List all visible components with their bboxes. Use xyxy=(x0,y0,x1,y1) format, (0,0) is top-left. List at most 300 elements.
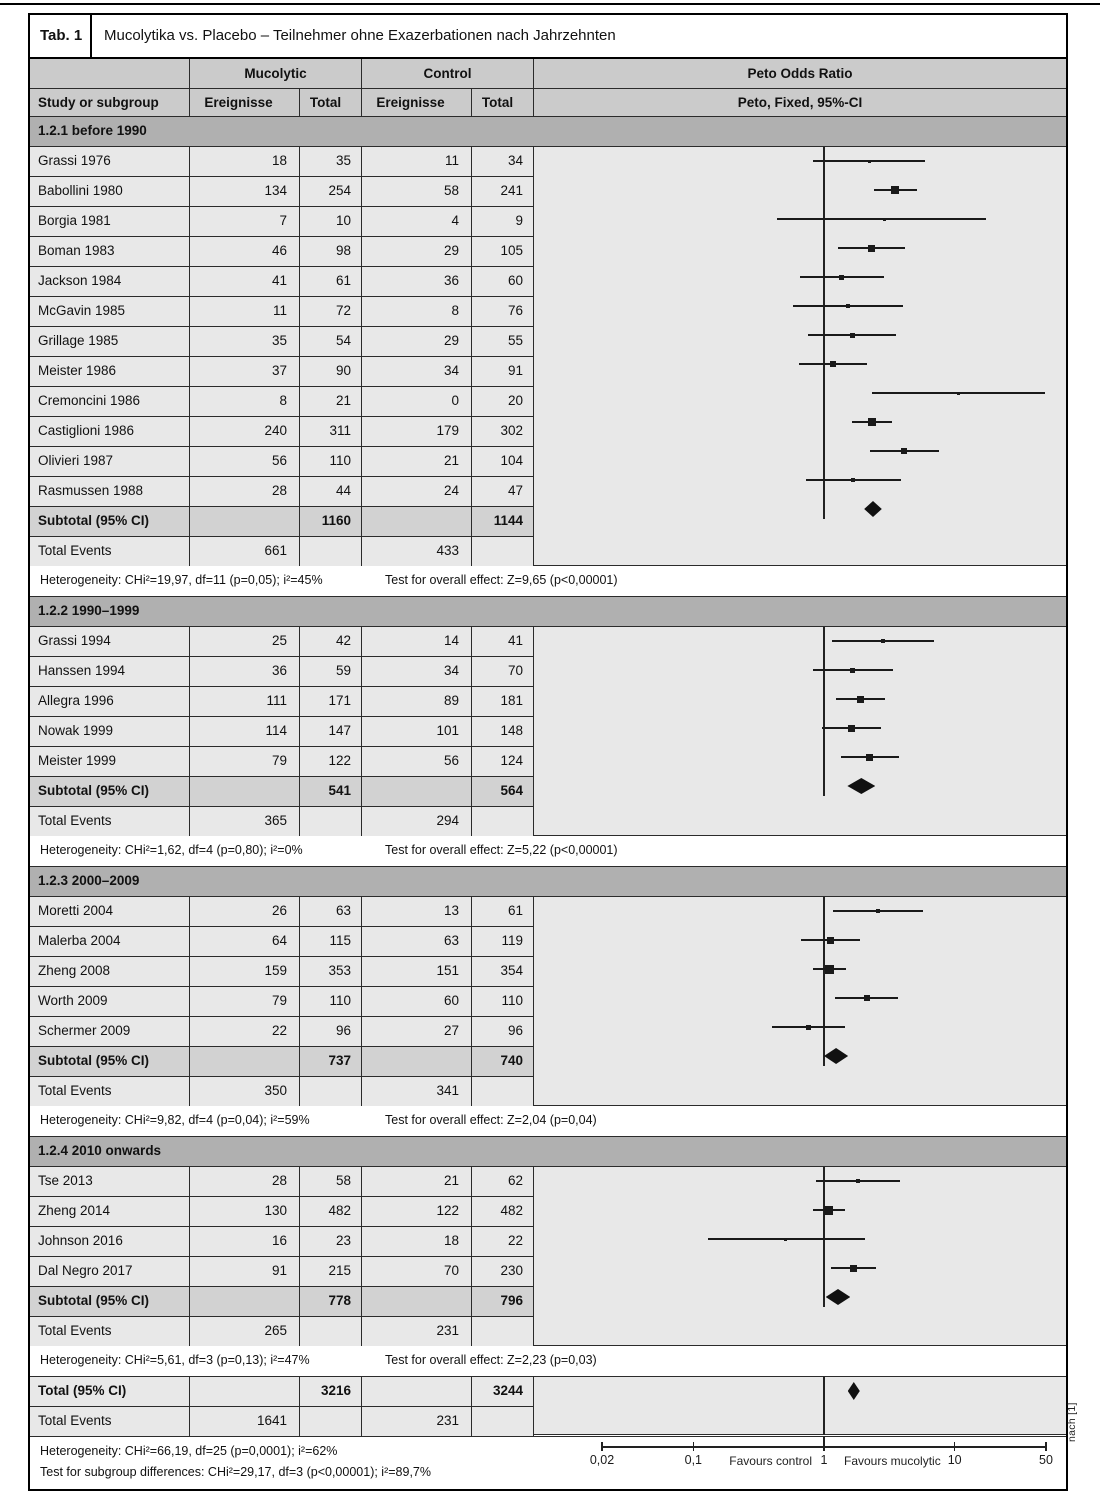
favours-control-label: Favours control xyxy=(729,1454,812,1468)
table-footer xyxy=(30,1437,1066,1489)
cell-c4: 151 xyxy=(362,957,472,986)
table-title: Mucolytika vs. Placebo – Teilnehmer ohne Exazerbationen nach Jahrzehnten xyxy=(104,27,616,44)
study-row xyxy=(30,267,534,297)
cell-c1: Total Events xyxy=(30,537,190,566)
cell-c1: Dal Negro 2017 xyxy=(30,1257,190,1286)
cell-c1: Schermer 2009 xyxy=(30,1017,190,1046)
cell-c2: 130 xyxy=(190,1197,300,1226)
subgroup-rows xyxy=(30,627,534,836)
cell-c3: 147 xyxy=(300,717,362,746)
or-marker xyxy=(824,1206,833,1215)
cell-c1: Subtotal (95% CI) xyxy=(30,1287,190,1316)
cell-c2: 1641 xyxy=(190,1407,300,1436)
total-row xyxy=(30,1377,534,1407)
cell-c1: Zheng 2014 xyxy=(30,1197,190,1226)
cell-c1: Grillage 1985 xyxy=(30,327,190,356)
cell-c4 xyxy=(362,1377,472,1406)
cell-c5: 60 xyxy=(472,267,534,296)
cell-c5: 482 xyxy=(472,1197,534,1226)
cell-c4: 8 xyxy=(362,297,472,326)
cell-c4: 89 xyxy=(362,687,472,716)
cell-c3: 44 xyxy=(300,477,362,506)
or-marker xyxy=(891,186,899,194)
cell-c5: 241 xyxy=(472,177,534,206)
cell-c1: Total Events xyxy=(30,1407,190,1436)
forest-panel xyxy=(534,897,1066,1106)
cell-c2: 46 xyxy=(190,237,300,266)
axis-tick-label: 0,02 xyxy=(589,1453,615,1467)
cell-c1: Grassi 1994 xyxy=(30,627,190,656)
total-block xyxy=(30,1377,1066,1437)
or-marker xyxy=(864,995,870,1001)
cell-c2: 114 xyxy=(190,717,300,746)
cell-c5 xyxy=(472,1407,534,1436)
cell-c2: 41 xyxy=(190,267,300,296)
subgroup-body xyxy=(30,627,1066,836)
study-row xyxy=(30,207,534,237)
cell-c4: 63 xyxy=(362,927,472,956)
overall-effect-text: Test for overall effect: Z=2,23 (p=0,03) xyxy=(385,1353,597,1367)
heterogeneity-row xyxy=(30,1346,1066,1377)
cell-c3: 58 xyxy=(300,1167,362,1196)
subtotal-row xyxy=(30,1047,534,1077)
cell-c4: 294 xyxy=(362,807,472,836)
cell-c4: 24 xyxy=(362,477,472,506)
cell-c3: 96 xyxy=(300,1017,362,1046)
cell-c2: 36 xyxy=(190,657,300,686)
cell-c4: 122 xyxy=(362,1197,472,1226)
cell-c1: Castiglioni 1986 xyxy=(30,417,190,446)
cell-c3: 3216 xyxy=(300,1377,362,1406)
cell-c2: 79 xyxy=(190,747,300,776)
cell-c4: 36 xyxy=(362,267,472,296)
cell-c4: 101 xyxy=(362,717,472,746)
cell-c3: 110 xyxy=(300,447,362,476)
study-row xyxy=(30,1017,534,1047)
cell-c1: Meister 1999 xyxy=(30,747,190,776)
cell-c2: 91 xyxy=(190,1257,300,1286)
or-marker xyxy=(850,1265,857,1272)
cell-c5: 104 xyxy=(472,447,534,476)
subgroup-body xyxy=(30,897,1066,1106)
cell-c5: 230 xyxy=(472,1257,534,1286)
cell-c1: Johnson 2016 xyxy=(30,1227,190,1256)
cell-c3: 90 xyxy=(300,357,362,386)
cell-c5: 564 xyxy=(472,777,534,806)
or-marker xyxy=(901,448,907,454)
forest-panel xyxy=(534,627,1066,836)
cell-c3: 311 xyxy=(300,417,362,446)
cell-c2: 350 xyxy=(190,1077,300,1106)
or-marker xyxy=(850,668,855,673)
cell-c5: 119 xyxy=(472,927,534,956)
heterogeneity-text: Heterogeneity: CHi²=19,97, df=11 (p=0,05); i²=45% xyxy=(40,573,323,587)
cell-c2: 35 xyxy=(190,327,300,356)
cell-c1: Subtotal (95% CI) xyxy=(30,507,190,536)
cell-c4: 433 xyxy=(362,537,472,566)
axis-tick xyxy=(693,1442,695,1451)
heterogeneity-row xyxy=(30,836,1066,867)
cell-c3: 10 xyxy=(300,207,362,236)
or-marker xyxy=(876,909,880,913)
column-header-study: Study or subgroup xyxy=(30,89,190,117)
study-row xyxy=(30,477,534,507)
subgroup-differences-text: Test for subgroup differences: CHi²=29,17, df=3 (p<0,00001); i²=89,7% xyxy=(40,1465,431,1479)
cell-c1: Grassi 1976 xyxy=(30,147,190,176)
cell-c2 xyxy=(190,1287,300,1316)
study-row xyxy=(30,327,534,357)
study-row xyxy=(30,297,534,327)
subtotal-row xyxy=(30,777,534,807)
cell-c4: 70 xyxy=(362,1257,472,1286)
study-row xyxy=(30,387,534,417)
or-marker xyxy=(868,160,871,163)
cell-c2: 365 xyxy=(190,807,300,836)
cell-c5 xyxy=(472,1077,534,1106)
cell-c4: 29 xyxy=(362,237,472,266)
cell-c1: Allegra 1996 xyxy=(30,687,190,716)
or-marker xyxy=(825,965,834,974)
cell-c5: 62 xyxy=(472,1167,534,1196)
table-caption-row xyxy=(30,15,1066,59)
cell-c2: 159 xyxy=(190,957,300,986)
cell-c5: 302 xyxy=(472,417,534,446)
cell-c2: 240 xyxy=(190,417,300,446)
cell-c5: 41 xyxy=(472,627,534,656)
heterogeneity-text: Heterogeneity: CHi²=9,82, df=4 (p=0,04); i²=59% xyxy=(40,1113,310,1127)
study-row xyxy=(30,657,534,687)
group-header-peto-odds-ratio: Peto Odds Ratio xyxy=(534,59,1066,89)
corner-cell xyxy=(30,59,190,89)
cell-c1: Tse 2013 xyxy=(30,1167,190,1196)
or-marker xyxy=(881,639,885,643)
group-header-mucolytic: Mucolytic xyxy=(190,59,362,89)
axis-tick-label: 0,1 xyxy=(684,1453,703,1467)
subgroup-header: 1.2.1 before 1990 xyxy=(30,117,1066,147)
overall-effect-text: Test for overall effect: Z=2,04 (p=0,04) xyxy=(385,1113,597,1127)
subgroup-body xyxy=(30,1167,1066,1346)
cell-c3: 61 xyxy=(300,267,362,296)
cell-c3: 59 xyxy=(300,657,362,686)
cell-c1: Nowak 1999 xyxy=(30,717,190,746)
group-header-control: Control xyxy=(362,59,534,89)
study-row xyxy=(30,957,534,987)
cell-c1: Hanssen 1994 xyxy=(30,657,190,686)
cell-c2: 79 xyxy=(190,987,300,1016)
ci-line xyxy=(777,218,986,220)
cell-c4: 34 xyxy=(362,357,472,386)
or-marker xyxy=(846,304,850,308)
cell-c3: 63 xyxy=(300,897,362,926)
total-events-row xyxy=(30,1407,534,1436)
cell-c4: 14 xyxy=(362,627,472,656)
subtotal-row xyxy=(30,507,534,537)
axis-tick-label: 50 xyxy=(1039,1453,1053,1467)
pooled-diamond xyxy=(826,1289,851,1305)
cell-c3: 21 xyxy=(300,387,362,416)
cell-c2: 22 xyxy=(190,1017,300,1046)
cell-c2: 64 xyxy=(190,927,300,956)
cell-c2: 7 xyxy=(190,207,300,236)
cell-c5 xyxy=(472,537,534,566)
study-row xyxy=(30,987,534,1017)
odds-ratio-axis xyxy=(534,1437,1066,1489)
pooled-diamond xyxy=(824,1048,848,1064)
cell-c4: 18 xyxy=(362,1227,472,1256)
study-row xyxy=(30,237,534,267)
pooled-diamond xyxy=(847,778,875,794)
cell-c4 xyxy=(362,777,472,806)
cell-c1: Total Events xyxy=(30,1077,190,1106)
table-number-label: Tab. 1 xyxy=(30,15,92,57)
cell-c1: Zheng 2008 xyxy=(30,957,190,986)
cell-c1: Subtotal (95% CI) xyxy=(30,1047,190,1076)
cell-c2: 8 xyxy=(190,387,300,416)
or-marker xyxy=(868,418,876,426)
null-effect-line xyxy=(823,1167,825,1307)
cell-c3: 23 xyxy=(300,1227,362,1256)
cell-c3: 541 xyxy=(300,777,362,806)
source-note: nach [1] xyxy=(1066,1402,1078,1442)
or-marker xyxy=(851,478,855,482)
or-marker xyxy=(856,1179,860,1183)
total-events-row xyxy=(30,537,534,566)
cell-c3: 215 xyxy=(300,1257,362,1286)
cell-c3: 122 xyxy=(300,747,362,776)
cell-c5: 1144 xyxy=(472,507,534,536)
cell-c4 xyxy=(362,1047,472,1076)
subgroup-sections xyxy=(30,117,1066,1377)
pooled-diamond xyxy=(864,501,882,517)
cell-c5: 70 xyxy=(472,657,534,686)
cell-c5: 20 xyxy=(472,387,534,416)
cell-c3: 778 xyxy=(300,1287,362,1316)
subgroup-section xyxy=(30,117,1066,597)
cell-c5: 22 xyxy=(472,1227,534,1256)
cell-c4: 11 xyxy=(362,147,472,176)
cell-c1: Boman 1983 xyxy=(30,237,190,266)
cell-c2 xyxy=(190,507,300,536)
subgroup-rows xyxy=(30,147,534,566)
cell-c4: 341 xyxy=(362,1077,472,1106)
cell-c4: 60 xyxy=(362,987,472,1016)
cell-c4: 4 xyxy=(362,207,472,236)
or-marker xyxy=(883,218,886,221)
cell-c4: 179 xyxy=(362,417,472,446)
cell-c3: 353 xyxy=(300,957,362,986)
cell-c5 xyxy=(472,807,534,836)
cell-c5: 796 xyxy=(472,1287,534,1316)
cell-c4 xyxy=(362,1287,472,1316)
cell-c2: 11 xyxy=(190,297,300,326)
or-marker xyxy=(848,725,855,732)
subgroup-body xyxy=(30,147,1066,566)
cell-c5: 181 xyxy=(472,687,534,716)
subgroup-section xyxy=(30,597,1066,867)
total-events-row xyxy=(30,1077,534,1106)
cell-c2: 661 xyxy=(190,537,300,566)
cell-c5: 76 xyxy=(472,297,534,326)
cell-c5 xyxy=(472,1317,534,1346)
subgroup-header: 1.2.3 2000–2009 xyxy=(30,867,1066,897)
cell-c5: 61 xyxy=(472,897,534,926)
cell-c3: 1160 xyxy=(300,507,362,536)
total-events-row xyxy=(30,807,534,836)
cell-c5: 105 xyxy=(472,237,534,266)
cell-c2: 37 xyxy=(190,357,300,386)
cell-c4: 231 xyxy=(362,1407,472,1436)
overall-heterogeneity-note xyxy=(40,1441,431,1483)
axis-tick xyxy=(823,1442,825,1451)
column-header-control-total: Total xyxy=(472,89,534,117)
cell-c3: 115 xyxy=(300,927,362,956)
axis-tick-label: 10 xyxy=(947,1453,962,1467)
study-row xyxy=(30,1227,534,1257)
subgroup-section xyxy=(30,1137,1066,1377)
cell-c3: 98 xyxy=(300,237,362,266)
cell-c2: 18 xyxy=(190,147,300,176)
cell-c1: Jackson 1984 xyxy=(30,267,190,296)
null-effect-line xyxy=(823,1377,825,1435)
study-row xyxy=(30,1257,534,1287)
cell-c4: 0 xyxy=(362,387,472,416)
cell-c5: 110 xyxy=(472,987,534,1016)
column-header-row xyxy=(30,89,1066,117)
cell-c3: 35 xyxy=(300,147,362,176)
cell-c2 xyxy=(190,1377,300,1406)
cell-c2: 265 xyxy=(190,1317,300,1346)
cell-c4 xyxy=(362,507,472,536)
cell-c1: Rasmussen 1988 xyxy=(30,477,190,506)
study-row xyxy=(30,627,534,657)
cell-c2: 26 xyxy=(190,897,300,926)
cell-c1: Meister 1986 xyxy=(30,357,190,386)
favours-mucolytic-label: Favours mucolytic xyxy=(844,1454,941,1468)
null-effect-line xyxy=(823,147,825,519)
subgroup-header: 1.2.4 2010 onwards xyxy=(30,1137,1066,1167)
cell-c3 xyxy=(300,1317,362,1346)
cell-c1: Olivieri 1987 xyxy=(30,447,190,476)
study-row xyxy=(30,747,534,777)
cell-c3 xyxy=(300,807,362,836)
study-row xyxy=(30,447,534,477)
axis-tick xyxy=(954,1442,956,1451)
or-marker xyxy=(868,245,875,252)
cell-c2: 134 xyxy=(190,177,300,206)
cell-c4: 13 xyxy=(362,897,472,926)
pooled-diamond xyxy=(848,1382,860,1400)
cell-c5: 9 xyxy=(472,207,534,236)
total-rows xyxy=(30,1377,534,1436)
study-row xyxy=(30,1197,534,1227)
cell-c3 xyxy=(300,1077,362,1106)
cell-c4: 21 xyxy=(362,1167,472,1196)
cell-c1: Subtotal (95% CI) xyxy=(30,777,190,806)
subgroup-section xyxy=(30,867,1066,1137)
cell-c3: 42 xyxy=(300,627,362,656)
heterogeneity-row xyxy=(30,566,1066,597)
null-effect-line xyxy=(823,897,825,1066)
forest-panel-total xyxy=(534,1377,1066,1435)
or-marker xyxy=(850,333,855,338)
cell-c2 xyxy=(190,777,300,806)
study-row xyxy=(30,417,534,447)
cell-c5: 124 xyxy=(472,747,534,776)
cell-c1: Total Events xyxy=(30,1317,190,1346)
cell-c3: 171 xyxy=(300,687,362,716)
cell-c2: 25 xyxy=(190,627,300,656)
heterogeneity-row xyxy=(30,1106,1066,1137)
cell-c5: 354 xyxy=(472,957,534,986)
heterogeneity-text: Heterogeneity: CHi²=1,62, df=4 (p=0,80); i²=0% xyxy=(40,843,303,857)
or-marker xyxy=(827,937,834,944)
cell-c4: 27 xyxy=(362,1017,472,1046)
or-marker xyxy=(857,696,864,703)
cell-c5: 148 xyxy=(472,717,534,746)
cell-c1: Babollini 1980 xyxy=(30,177,190,206)
subtotal-row xyxy=(30,1287,534,1317)
cell-c2: 16 xyxy=(190,1227,300,1256)
cell-c3: 54 xyxy=(300,327,362,356)
forest-panel xyxy=(534,147,1066,566)
study-row xyxy=(30,927,534,957)
cell-c3: 482 xyxy=(300,1197,362,1226)
cell-c3: 737 xyxy=(300,1047,362,1076)
cell-c3: 72 xyxy=(300,297,362,326)
cell-c4: 34 xyxy=(362,657,472,686)
cell-c2: 28 xyxy=(190,477,300,506)
study-row xyxy=(30,1167,534,1197)
cell-c5: 34 xyxy=(472,147,534,176)
or-marker xyxy=(839,275,844,280)
null-effect-line xyxy=(823,627,825,796)
cell-c3: 254 xyxy=(300,177,362,206)
overall-effect-text: Test for overall effect: Z=9,65 (p<0,00001) xyxy=(385,573,618,587)
cell-c4: 58 xyxy=(362,177,472,206)
cell-c2: 111 xyxy=(190,687,300,716)
cell-c4: 56 xyxy=(362,747,472,776)
cell-c2 xyxy=(190,1047,300,1076)
cell-c2: 28 xyxy=(190,1167,300,1196)
axis-tick xyxy=(601,1442,603,1451)
study-row xyxy=(30,177,534,207)
study-row xyxy=(30,147,534,177)
cell-c1: McGavin 1985 xyxy=(30,297,190,326)
column-header-control-events: Ereignisse xyxy=(362,89,472,117)
cell-c5: 47 xyxy=(472,477,534,506)
cell-c4: 231 xyxy=(362,1317,472,1346)
cell-c1: Moretti 2004 xyxy=(30,897,190,926)
cell-c5: 91 xyxy=(472,357,534,386)
subgroup-header: 1.2.2 1990–1999 xyxy=(30,597,1066,627)
subgroup-rows xyxy=(30,1167,534,1346)
or-marker xyxy=(957,392,960,395)
study-row xyxy=(30,897,534,927)
cell-c5: 55 xyxy=(472,327,534,356)
cell-c5: 3244 xyxy=(472,1377,534,1406)
cell-c1: Cremoncini 1986 xyxy=(30,387,190,416)
cell-c3 xyxy=(300,537,362,566)
heterogeneity-text: Heterogeneity: CHi²=5,61, df=3 (p=0,13); i²=47% xyxy=(40,1353,310,1367)
forest-panel xyxy=(534,1167,1066,1346)
cell-c1: Total Events xyxy=(30,807,190,836)
subgroup-rows xyxy=(30,897,534,1106)
cell-c1: Malerba 2004 xyxy=(30,927,190,956)
study-row xyxy=(30,357,534,387)
cell-c1: Worth 2009 xyxy=(30,987,190,1016)
overall-effect-text: Test for overall effect: Z=5,22 (p<0,00001) xyxy=(385,843,618,857)
forest-plot-table xyxy=(28,13,1068,1491)
